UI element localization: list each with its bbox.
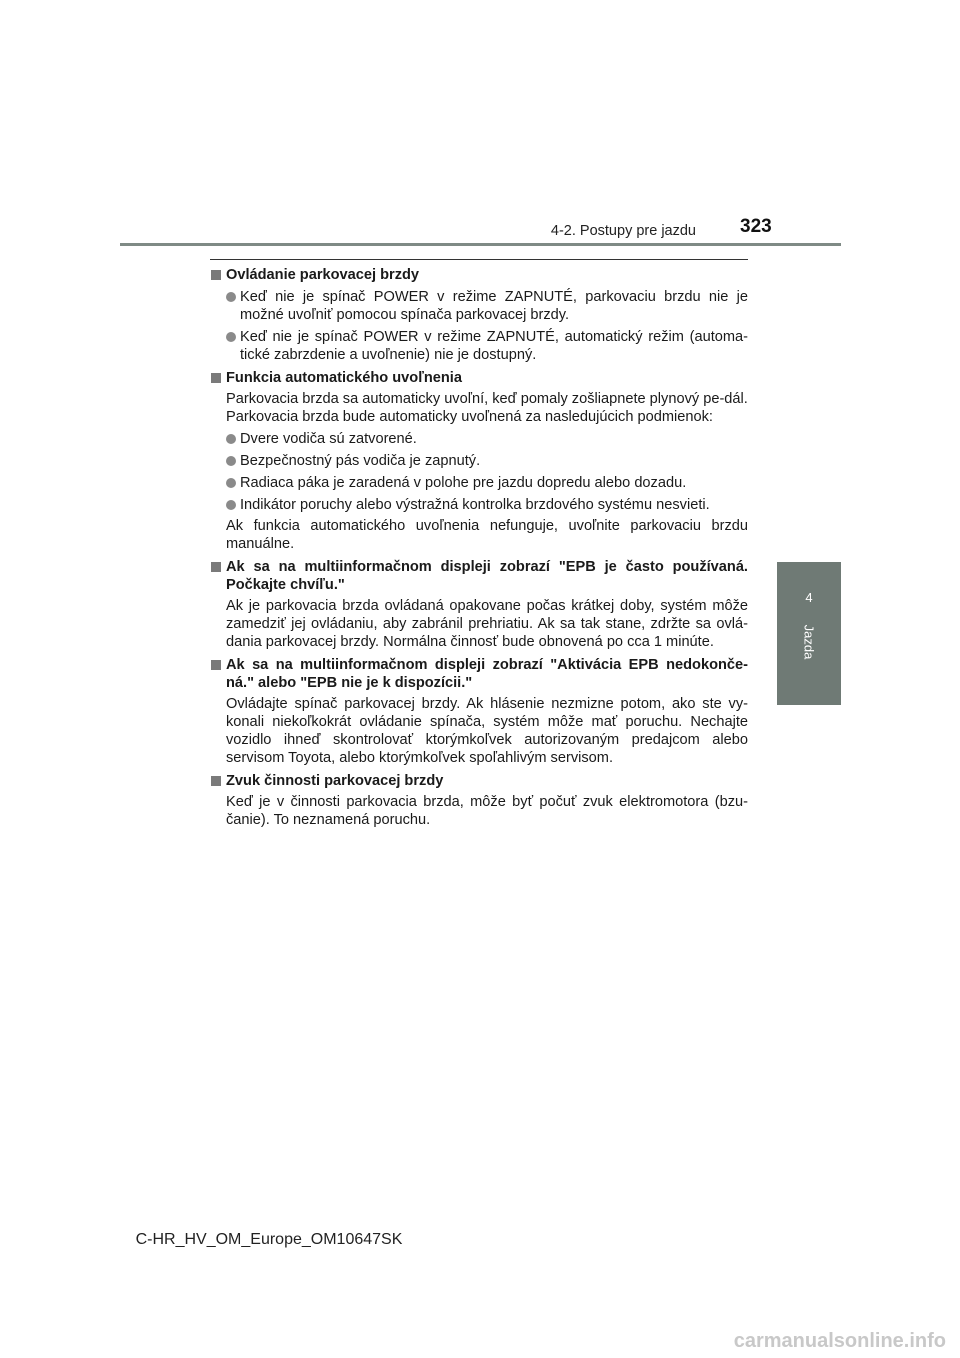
round-bullet-icon (226, 434, 236, 444)
list-item (210, 496, 748, 514)
section-epb-frequent-use (210, 558, 748, 651)
section-heading (210, 266, 748, 284)
watermark: carmanualsonline.info (733, 1330, 946, 1352)
round-bullet-icon (226, 456, 236, 466)
paragraph: Ak funkcia automatického uvoľnenia nefunguje, uvoľnite parkovaciu brzdu manuálne. (226, 518, 748, 552)
section-heading-text: Ak sa na multiinformačnom displeji zobrazí "EPB je často používaná. Počkajte chvíľu." (226, 559, 748, 593)
round-bullet-icon (226, 500, 236, 510)
list-item-text: Keď nie je spínač POWER v režime ZAPNUTÉ, automatický režim (automa-tické zabrzdenie a uvoľnenie) nie je dostupný. (240, 329, 748, 363)
section-brake-sound (210, 772, 748, 829)
list-item-text: Indikátor poruchy alebo výstražná kontrolka brzdového systému nesvieti. (240, 497, 710, 513)
chapter-number: 4 (805, 590, 813, 605)
paragraph: Parkovacia brzda bude automaticky uvoľnená za nasledujúcich podmienok: (226, 409, 713, 425)
list-item (210, 288, 748, 324)
document-code-text: C-HR_HV_OM_Europe_OM10647SK (135, 1231, 403, 1248)
list-item-text: Dvere vodiča sú zatvorené. (240, 431, 417, 447)
square-bullet-icon (211, 562, 221, 572)
square-bullet-icon (211, 373, 221, 383)
section-epb-activation-incomplete (210, 656, 748, 767)
header-rule (120, 243, 841, 246)
section-auto-release (210, 369, 748, 553)
section-heading-text: Ak sa na multiinformačnom displeji zobrazí "Aktivácia EPB nedokonče-ná." alebo "EPB nie je k dispozícii." (226, 657, 748, 691)
paragraph: Ovládajte spínač parkovacej brzdy. Ak hlásenie nezmizne potom, ako ste vy-konali niekoľkokrát ovládanie spínača, systém môže mať poruchu. Nechajte vozidlo ihneď skontrolovať ktorýmkoľvek autorizovaným predajcom alebo servisom Toyota, alebo ktorýmkoľvek spoľahlivým servisom. (226, 696, 748, 766)
square-bullet-icon (211, 270, 221, 280)
page-number: 323 (740, 216, 772, 237)
section-heading (210, 772, 748, 790)
document-code (0, 1231, 960, 1249)
paragraph: Ak je parkovacia brzda ovládaná opakovane počas krátkej doby, systém môže zamedziť jej ovládaniu, aby zabránil prehriatiu. Ak sa tak stane, zdržte sa ovlá-dania parkovacej brzdy. Normálna činnosť bude obnovená po cca 1 minúte. (226, 598, 748, 650)
section-heading-text: Zvuk činnosti parkovacej brzdy (226, 773, 444, 789)
list-item-text: Keď nie je spínač POWER v režime ZAPNUTÉ, parkovaciu brzdu nie je možné uvoľniť pomocou spínača parkovacej brzdy. (240, 289, 748, 323)
paragraph: Keď je v činnosti parkovacia brzda, môže byť počuť zvuk elektromotora (bzu-čanie). To neznamená poruchu. (226, 794, 748, 828)
section-heading (210, 369, 748, 387)
chapter-label-box (777, 622, 841, 662)
content-top-rule (210, 259, 748, 260)
section-heading (210, 656, 748, 692)
list-item (210, 430, 748, 448)
square-bullet-icon (211, 660, 221, 670)
list-item-text: Bezpečnostný pás vodiča je zapnutý. (240, 453, 481, 469)
round-bullet-icon (226, 478, 236, 488)
round-bullet-icon (226, 332, 236, 342)
round-bullet-icon (226, 292, 236, 302)
square-bullet-icon (211, 776, 221, 786)
section-heading (210, 558, 748, 594)
section-heading-text: Ovládanie parkovacej brzdy (226, 267, 420, 283)
list-item-text: Radiaca páka je zaradená v polohe pre jazdu dopredu alebo dozadu. (240, 475, 687, 491)
section-parking-brake-operation (210, 266, 748, 364)
section-heading-text: Funkcia automatického uvoľnenia (226, 370, 462, 386)
list-item (210, 474, 748, 492)
page-content (210, 266, 748, 834)
list-item (210, 452, 748, 470)
paragraph: Parkovacia brzda sa automaticky uvoľní, keď pomaly zošliapnete plynový pe-dál. (226, 391, 748, 407)
list-item (210, 328, 748, 364)
section-title: 4-2. Postupy pre jazdu (550, 223, 696, 239)
chapter-label: Jazda (801, 624, 817, 660)
